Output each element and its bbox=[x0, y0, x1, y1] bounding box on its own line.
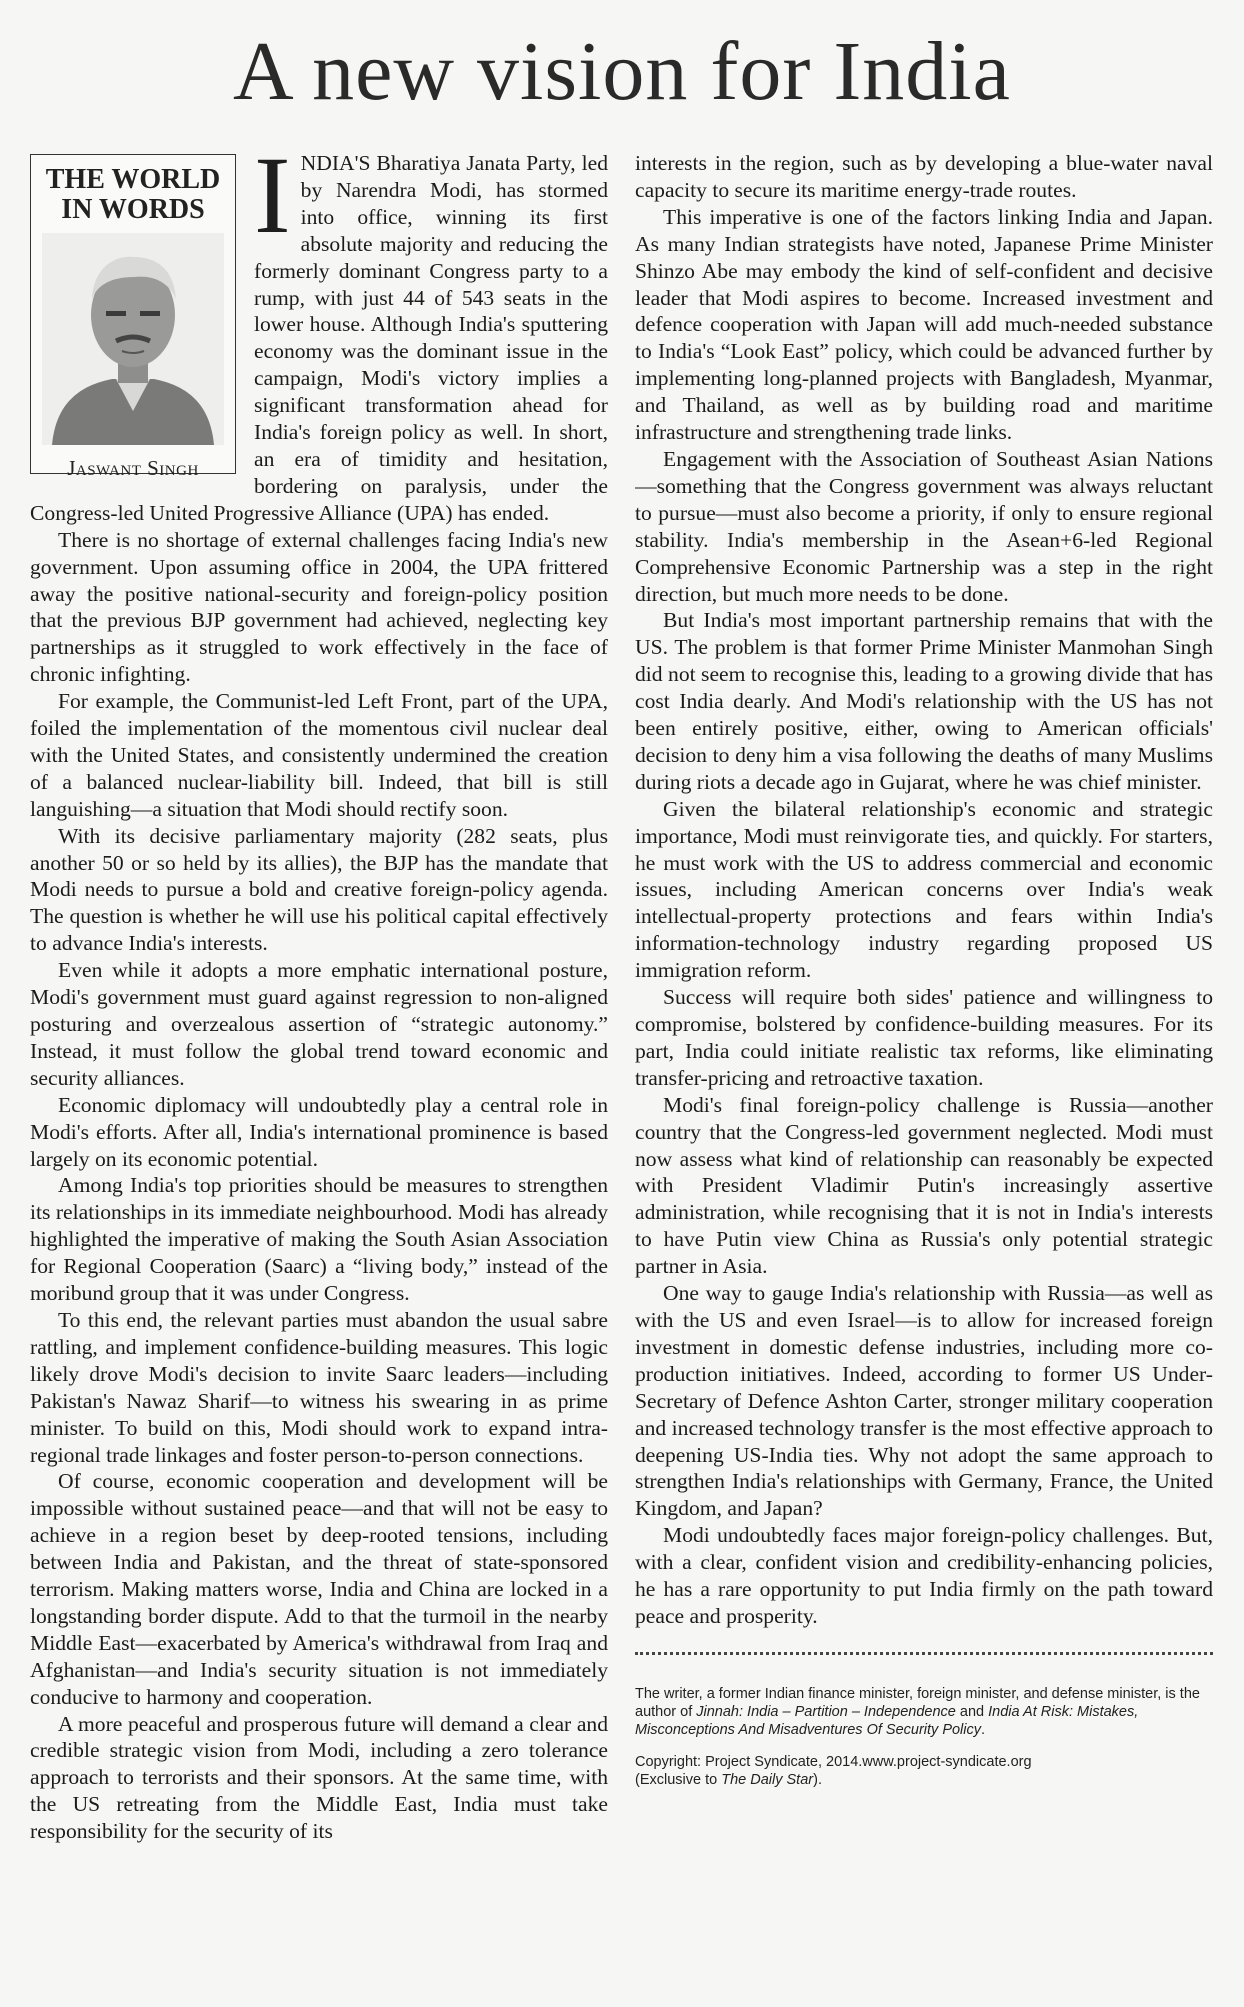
article-paragraph: Given the bilateral relationship's economic and strategic importance, Modi must reinvigorate ties, and quickly. For starters, he must work with the US to address commercial and economic issues, including American concerns over India's weak intellectual-property protections and fears within India's information-technology industry regarding proposed US immigration reform. bbox=[635, 796, 1213, 983]
headline: A new vision for India bbox=[233, 25, 1011, 118]
author-name: Jaswant Singh bbox=[67, 456, 199, 480]
article-paragraph: There is no shortage of external challenges facing India's new government. Upon assuming office in 2004, the UPA frittered away the positive national-security and foreign-policy position that the previous BJP government had achieved, neglecting key partnerships as it struggled to work effectively in the face of chronic infighting. bbox=[30, 527, 608, 687]
bio-text: The writer, a former Indian finance minister, foreign minister, and defense minister, is the author of bbox=[635, 1685, 1200, 1720]
article-paragraph: With its decisive parliamentary majority (282 seats, plus another 50 or so held by its allies), the BJP has the mandate that Modi needs to pursue a bold and creative foreign-policy agenda. The question is whether he will use his political capital effectively to advance India's interests. bbox=[30, 823, 608, 956]
article-paragraph: Modi's final foreign-policy challenge is Russia—another country that the Congress-led government neglected. Modi must now assess what kind of relationship can reasonably be expected with President Vladimir Putin's increasingly assertive administration, while recognising that it is not in India's interests to have Putin view China as Russia's only potential strategic partner in Asia. bbox=[635, 1092, 1213, 1279]
book-title: Jinnah: India – Partition – Independence bbox=[696, 1703, 956, 1720]
copyright-line: Copyright: Project Syndicate, 2014.www.project-syndicate.org bbox=[635, 1753, 1032, 1770]
article-paragraph: This imperative is one of the factors linking India and Japan. As many Indian strategists have noted, Japanese Prime Minister Shinzo Abe may embody the kind of self-confident and decisive leader that Modi aspires to become. Increased investment and defence cooperation with Japan will add much-needed substance to India's “Look East” policy, which could be advanced further by implementing long-planned projects with Bangladesh, Myanmar, and Thailand, as well as by building road and maritime infrastructure and strengthening trade links. bbox=[635, 204, 1213, 445]
article-paragraph: For example, the Communist-led Left Front, part of the UPA, foiled the implementation of the momentous civil nuclear deal with the United States, and consistently undermined the creation of a balanced nuclear-liability bill. Indeed, that bill is still languishing—a situation that Modi should rectify soon. bbox=[30, 689, 608, 821]
exclusive-text: (Exclusive to bbox=[635, 1771, 722, 1788]
column-title-line2: IN WORDS bbox=[61, 194, 205, 225]
article-paragraph: interests in the region, such as by developing a blue-water naval capacity to secure its maritime energy-trade routes. bbox=[635, 151, 1213, 202]
dotted-divider bbox=[635, 1652, 1213, 1655]
article-paragraph: Economic diplomacy will undoubtedly play a central role in Modi's efforts. After all, India's international prominence is based largely on its economic potential. bbox=[30, 1092, 608, 1171]
drop-cap: I bbox=[254, 150, 291, 256]
article-paragraph: One way to gauge India's relationship with Russia—as well as with the US and even Israel—is to allow for increased foreign investment in domestic defense industries, including more co-production initiatives. Indeed, according to former US Under-Secretary of Defence Ashton Carter, stronger military cooperation and increased technology transfer is the most effective approach to deepening US-India ties. Why not adopt the same approach to strengthen India's relationships with Germany, France, the United Kingdom, and Japan? bbox=[635, 1281, 1213, 1521]
bio-text: . bbox=[981, 1721, 986, 1738]
author-portrait-icon bbox=[42, 233, 224, 445]
article-paragraph: Of course, economic cooperation and development will be impossible without sustained peace—and that will not be easy to achieve in a region beset by deep-rooted tensions, including between India and Pakistan, and the threat of state-sponsored terrorism. Making matters worse, India and China are locked in a longstanding border dispute. Add to that the turmoil in the nearby Middle East—exacerbated by America's withdrawal from Iraq and Afghanistan—and India's security situation is not immediately conducive to harmony and cooperation. bbox=[30, 1469, 608, 1709]
right-column bbox=[635, 150, 1213, 2000]
column-title bbox=[31, 165, 235, 225]
article-paragraph: Modi undoubtedly faces major foreign-policy challenges. But, with a clear, confident vision and credibility-enhancing policies, he has a rare opportunity to put India firmly on the path toward peace and prosperity. bbox=[635, 1523, 1213, 1628]
book-title: India At Risk: Mistakes, Misconceptions And Misadventures Of Security Policy bbox=[635, 1703, 1139, 1738]
bio-text: and bbox=[955, 1703, 989, 1720]
author-footnote bbox=[635, 1685, 1213, 1789]
article-paragraph: But India's most important partnership remains that with the US. The problem is that former Prime Minister Manmohan Singh did not seem to recognise this, leading to a growing divide that has cost India dearly. And Modi's relationship with the US has not been entirely positive, either, owing to American officials' decision to deny him a visa following the deaths of many Muslims during riots a decade ago in Gujarat, where he was chief minister. bbox=[635, 608, 1213, 794]
left-column bbox=[30, 150, 608, 2000]
article-paragraph: Success will require both sides' patience and willingness to compromise, bolstered by confidence-building measures. For its part, India could initiate realistic tax reforms, like eliminating transfer-pricing and retroactive taxation. bbox=[635, 985, 1213, 1090]
exclusive-text: ). bbox=[813, 1771, 822, 1788]
column-byline-box bbox=[30, 154, 236, 480]
article-paragraph: Engagement with the Association of Southeast Asian Nations—something that the Congress government was always reluctant to pursue—must also become a priority, if only to ensure regional stability. India's membership in the Asean+6-led Regional Comprehensive Economic Partnership was a step in the right direction, but much more needs to be done. bbox=[635, 446, 1213, 606]
author-bio bbox=[635, 1685, 1213, 1739]
article-paragraph: Among India's top priorities should be measures to strengthen its relationships in its immediate neighbourhood. Modi has already highlighted the imperative of making the South Asian Association for Regional Cooperation (Saarc) a “living body,” instead of the moribund group that it was under Congress. bbox=[30, 1173, 608, 1306]
article-paragraph: A more peaceful and prosperous future will demand a clear and credible strategic vision from Modi, including a zero tolerance approach to terrorists and their sponsors. At the same time, with the US retreating from the Middle East, India must take responsibility for the security of its bbox=[30, 1711, 608, 1844]
copyright-note bbox=[635, 1753, 1213, 1789]
newspaper-name: The Daily Star bbox=[721, 1771, 814, 1788]
article-paragraph: NDIA'S Bharatiya Janata Party, led by Narendra Modi, has stormed into office, winning its first absolute majority and reducing the formerly dominant Congress party to a rump, with just 44 of 543 seats in the lower house. Although India's sputtering economy was the dominant issue in the campaign, Modi's victory implies a significant transformation ahead for India's foreign policy as well. In short, an era of timidity and hesitation, bordering on paralysis, under the Congress-led United Progressive Alliance (UPA) has ended. bbox=[30, 151, 608, 525]
column-title-line1: THE WORLD bbox=[45, 164, 221, 195]
article-paragraph: Even while it adopts a more emphatic international posture, Modi's government must guard against regression to non-aligned posturing and overzealous assertion of “strategic autonomy.” Instead, it must follow the global trend toward economic and security alliances. bbox=[30, 958, 608, 1090]
article-paragraph: To this end, the relevant parties must abandon the usual sabre rattling, and implement confidence-building measures. This logic likely drove Modi's decision to invite Saarc leaders—including Pakistan's Nawaz Sharif—to witness his swearing in as prime minister. To build on this, Modi should work to expand intra-regional trade linkages and foster person-to-person connections. bbox=[30, 1307, 608, 1467]
